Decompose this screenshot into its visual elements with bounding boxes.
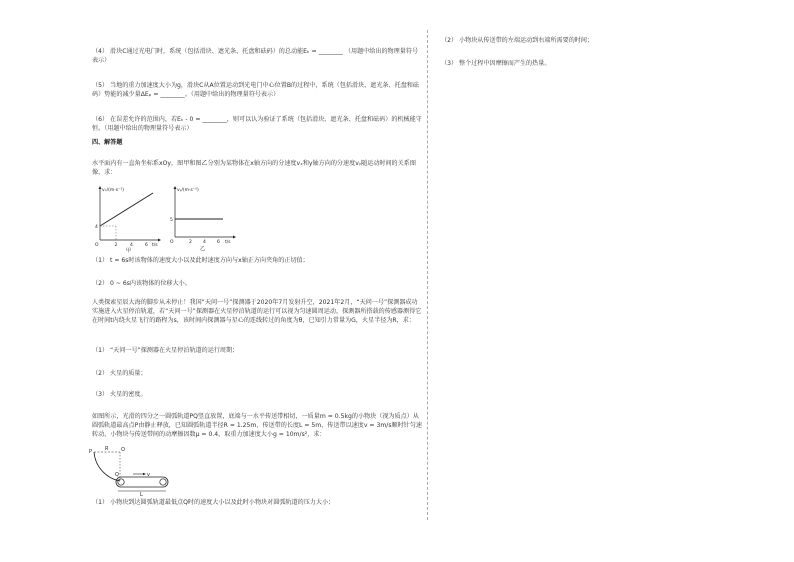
graph2-origin: O xyxy=(170,240,174,245)
problem3-q3: （3） 整个过程中因摩擦而产生的热量。 xyxy=(441,60,551,67)
graph1-xtick-4: 4 xyxy=(130,243,133,248)
graph1-ylabel: vₓ/(m·s⁻¹) xyxy=(102,188,125,193)
fig-q: Q xyxy=(115,472,119,478)
q6-part: （6） 在误差允许的范围内，若Eₖ - 0 = ________，则可以认为验证了系统（包括滑块、遮光条、托盘和砝码）的机械能守恒。（用题中给出的物理量符号表示） xyxy=(92,116,422,132)
graph2-ytick: 5 xyxy=(170,218,173,223)
graph2-xtick-6: 6 xyxy=(217,240,220,245)
q5-part: （5） 当地的重力加速度大小为g，滑块C从A位置运动到光电门中心位置B的过程中，系统（包括滑块、遮光条、托盘和砝码）势能的减少量ΔEₚ = ________。（用题中给出的物理量符号表示） xyxy=(92,82,419,98)
problem1-text: 水平面内有一直角坐标系xOy，图甲和图乙分别为某物体在x轴方向的分速度vₓ和y轴方向的分速度vᵧ随运动时间的关系图像，求： xyxy=(92,160,416,176)
problem2-q3: （3） 火星的密度。 xyxy=(92,391,147,398)
problem3-q2: （2） 小物块从传送带的左端运动到右端所需要的时间； xyxy=(441,37,594,44)
conveyor-figure xyxy=(88,446,178,498)
fig-v: v xyxy=(147,472,150,478)
fig-l: L xyxy=(140,492,143,498)
graph2-xlabel: t/s xyxy=(225,240,231,245)
graph2-xtick-2: 2 xyxy=(189,240,192,245)
fig-p: P xyxy=(89,449,93,455)
graph1-caption: 甲 xyxy=(126,248,132,254)
graph-yi xyxy=(165,185,240,251)
problem1-q2: （2） 0 ~ 6s内该物体的位移大小。 xyxy=(92,280,191,287)
graph1-origin: O xyxy=(95,243,99,248)
graph1-xtick-2: 2 xyxy=(114,243,118,248)
section-title: 四、解答题 xyxy=(92,139,123,146)
column-divider xyxy=(427,30,428,520)
graph1-xtick-6: 6 xyxy=(145,243,148,248)
fig-o: O xyxy=(121,447,125,453)
q4-part: （4） 滑块C通过光电门时，系统（包括滑块、遮光条、托盘和砝码）的总动能Eₖ = ________ （用题中给出的物理量符号表示） xyxy=(92,48,419,64)
graph2-caption: 乙 xyxy=(200,246,206,252)
graph2-ylabel: vᵧ/(m·s⁻¹) xyxy=(177,188,199,193)
problem2-q2: （2） 火星的质量； xyxy=(92,370,147,377)
graph-jia xyxy=(88,185,163,254)
graph1-ytick: 4 xyxy=(95,225,98,230)
problem3-q1: （1） 小物块到达圆弧轨道最低点Q时的速度大小以及此时小物块对圆弧轨道的压力大小； xyxy=(92,499,335,506)
graph2-xtick-4: 4 xyxy=(203,240,206,245)
graph1-xlabel: t/s xyxy=(152,243,158,248)
problem2-q1: （1） “天问一号”探测器在火星停泊轨道的运行周期； xyxy=(92,347,239,354)
problem1-q1: （1） t = 6s时该物体的速度大小以及此时速度方向与x轴正方向夹角的正切值； xyxy=(92,257,309,264)
problem3-text: 如图所示，光滑的四分之一圆弧轨道PQ竖直放置，底端与一水平传送带相切，一质量m = 0.5kg的小物块（视为质点）从圆弧轨道最高点P由静止释放，已知圆弧轨道半径R = 1.25m，传送带的长度L = 5m，传送带以速度v = 3m/s顺时针匀速转动，小物块与传送带间的动摩擦因数μ = 0.4，取重力加速度大小g = 10m/s²，求： xyxy=(92,413,422,438)
fig-r: R xyxy=(105,446,109,452)
problem2-text: 人类探索星辰大海的脚步从未停止！我国“天问一号”探测器于2020年7月发射升空，2021年2月，“天问一号”探测器成功实施进入火星停泊轨道，若“天问一号”探测器在火星停泊轨道的运行可以视为匀速圆周运动，探测器所搭载的传感器测得它在时间t内绕火星飞行的路程为s，该时间内探测器与星心的连线转过的角度为θ，已知引力常量为G，火星半径为R，求： xyxy=(92,299,422,324)
